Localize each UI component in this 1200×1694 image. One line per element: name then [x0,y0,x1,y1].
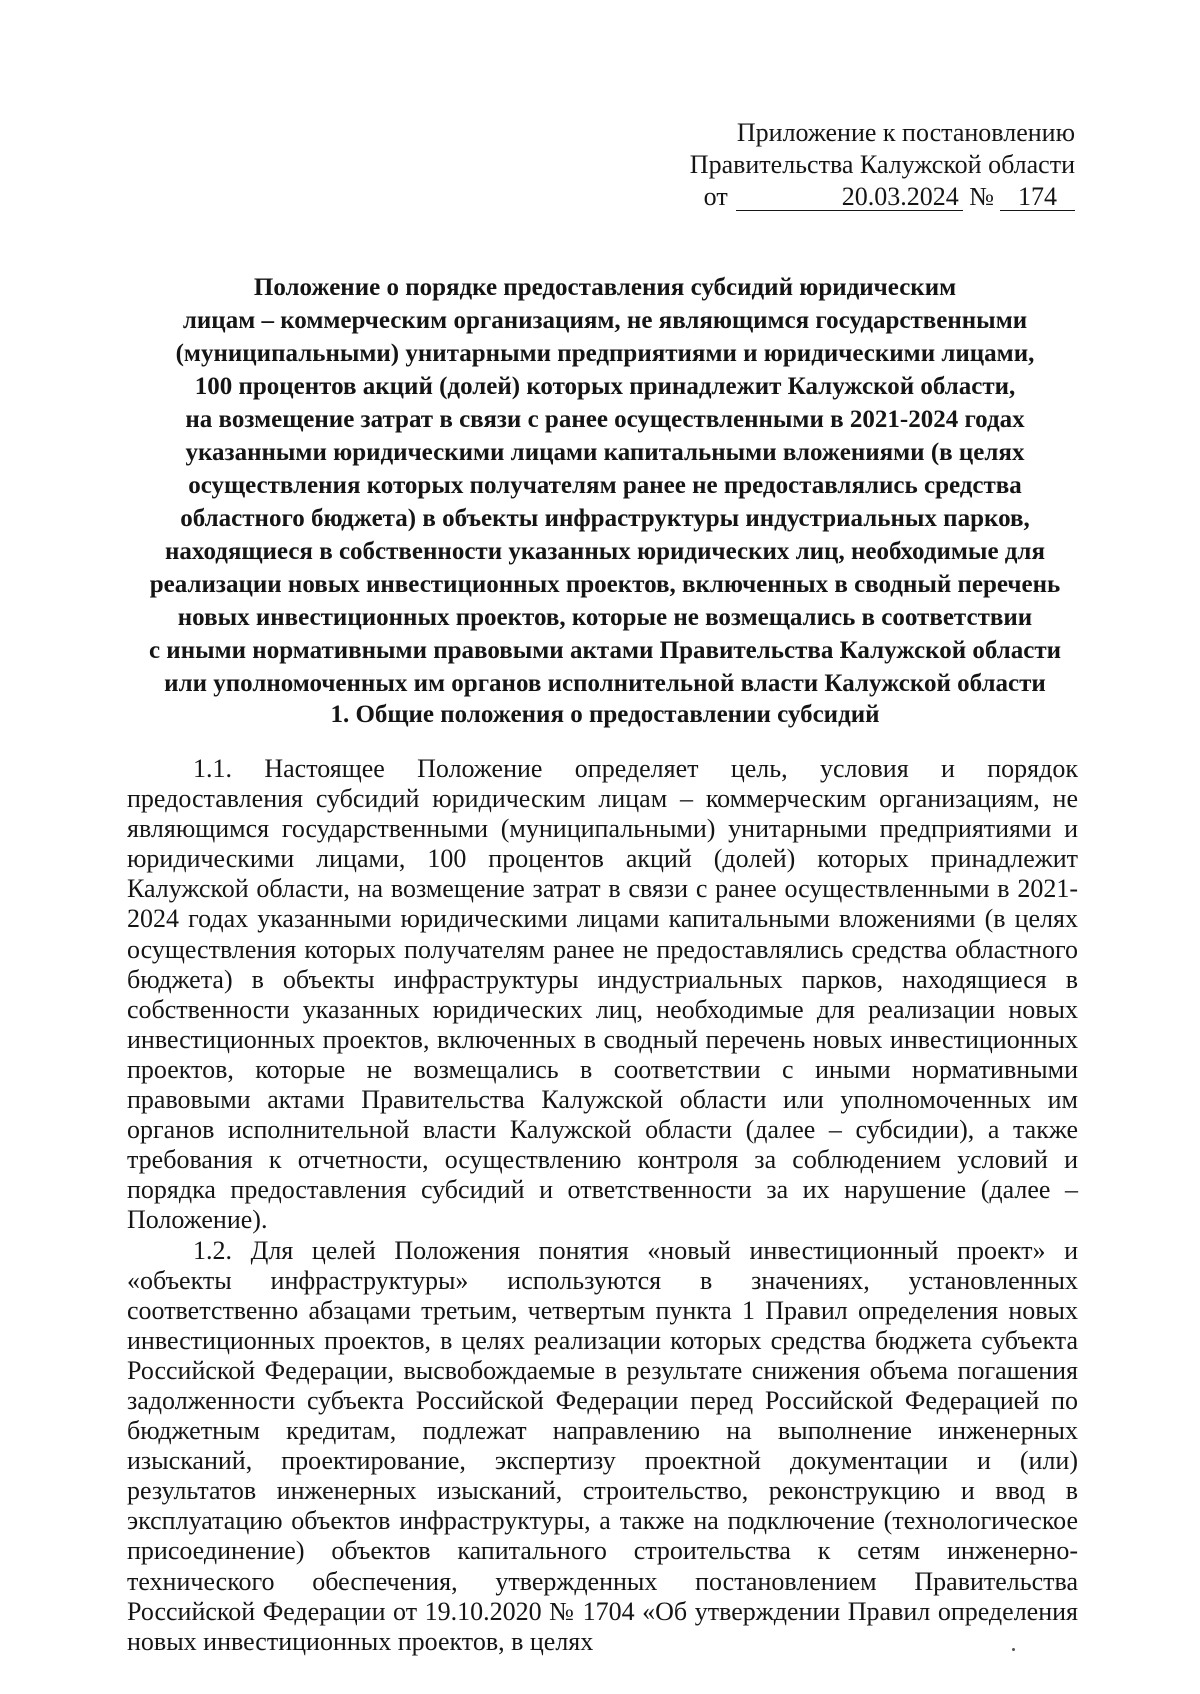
title-line: реализации новых инвестиционных проектов, включенных в сводный перечень [149,571,1061,598]
title-line: осуществления которых получателям ранее не предоставлялись средства [188,472,1022,499]
appendix-line-1: Приложение к постановлению [736,118,1075,147]
section-body [127,754,1078,1657]
title-line: с иными нормативными правовыми актами Правительства Калужской области [148,637,1062,664]
title-line: (муниципальными) унитарными предприятиями и юридическими лицами, [175,340,1035,367]
paragraph-1-2: 1.2. Для целей Положения понятия «новый инвестиционный проект» и «объекты инфраструктуры» используются в значениях, установленных соответственно абзацами третьим, четвертым пункта 1 Правил определения новых инвестиционных проектов, в целях реализации которых средства бюджета субъекта Российской Федерации, высвобождаемые в результате снижения объема погашения задолженности субъекта Российской Федерации перед Российской Федерацией по бюджетным кредитам, подлежат направлению на выполнение инженерных изысканий, проектирование, экспертизу проектной документации и (или) результатов инженерных изысканий, строительство, реконструкцию и ввод в эксплуатацию объектов инфраструктуры, а также на подключение (технологическое присоединение) объектов капитального строительства к сетям инженерно-технического обеспечения, утвержденных постановлением Правительства Российской Федерации от 19.10.2020 № 1704 «Об утверждении Правил определения новых инвестиционных проектов, в целях [127,1235,1078,1656]
number-sign: № [969,182,994,211]
document-title [130,271,1080,700]
section-heading: 1. Общие положения о предоставлении субсидий [330,701,880,728]
scan-dot [1012,1648,1015,1651]
appendix-header [690,117,1075,213]
appendix-line-2: Правительства Калужской области [689,150,1075,179]
resolution-number: 174 [1000,184,1075,211]
date-prefix: от [703,182,728,211]
title-line: 100 процентов акций (долей) которых принадлежит Калужской области, [194,373,1016,400]
title-line: указанными юридическими лицами капитальными вложениями (в целях [185,439,1025,466]
title-line: находящиеся в собственности указанных юридических лиц, необходимые для [165,538,1045,565]
title-line: лицам – коммерческим организациям, не являющимся государственными [182,307,1028,334]
paragraph-1-1: 1.1. Настоящее Положение определяет цель, условия и порядок предоставления субсидий юридическим лицам – коммерческим организациям, не являющимся государственными (муниципальными) унитарными предприятиями и юридическими лицами, 100 процентов акций (долей) которых принадлежит Калужской области, на возмещение затрат в связи с ранее осуществленными в 2021-2024 годах указанными юридическими лицами капитальными вложениями (в целях осуществления которых получателям ранее не предоставлялись средства областного бюджета) в объекты инфраструктуры индустриальных парков, находящиеся в собственности указанных юридических лиц, необходимые для реализации новых инвестиционных проектов, включенных в сводный перечень новых инвестиционных проектов, которые не возмещались в соответствии с иными нормативными правовыми актами Правительства Калужской области или уполномоченных им органов исполнительной власти Калужской области (далее – субсидии), а также требования к отчетности, осуществлению контроля за соблюдением условий и порядка предоставления субсидий и ответственности за их нарушение (далее – Положение). [127,754,1078,1235]
title-line: или уполномоченных им органов исполнительной власти Калужской области [164,670,1046,697]
title-line: областного бюджета) в объекты инфраструктуры индустриальных парков, [180,505,1030,532]
title-line: на возмещение затрат в связи с ранее осуществленными в 2021-2024 годах [185,406,1025,433]
title-line: Положение о порядке предоставления субсидий юридическим [253,274,957,301]
resolution-date: 20.03.2024 [736,184,963,211]
appendix-date-line [690,181,1075,213]
title-line: новых инвестиционных проектов, которые не возмещались в соответствии [177,604,1033,631]
